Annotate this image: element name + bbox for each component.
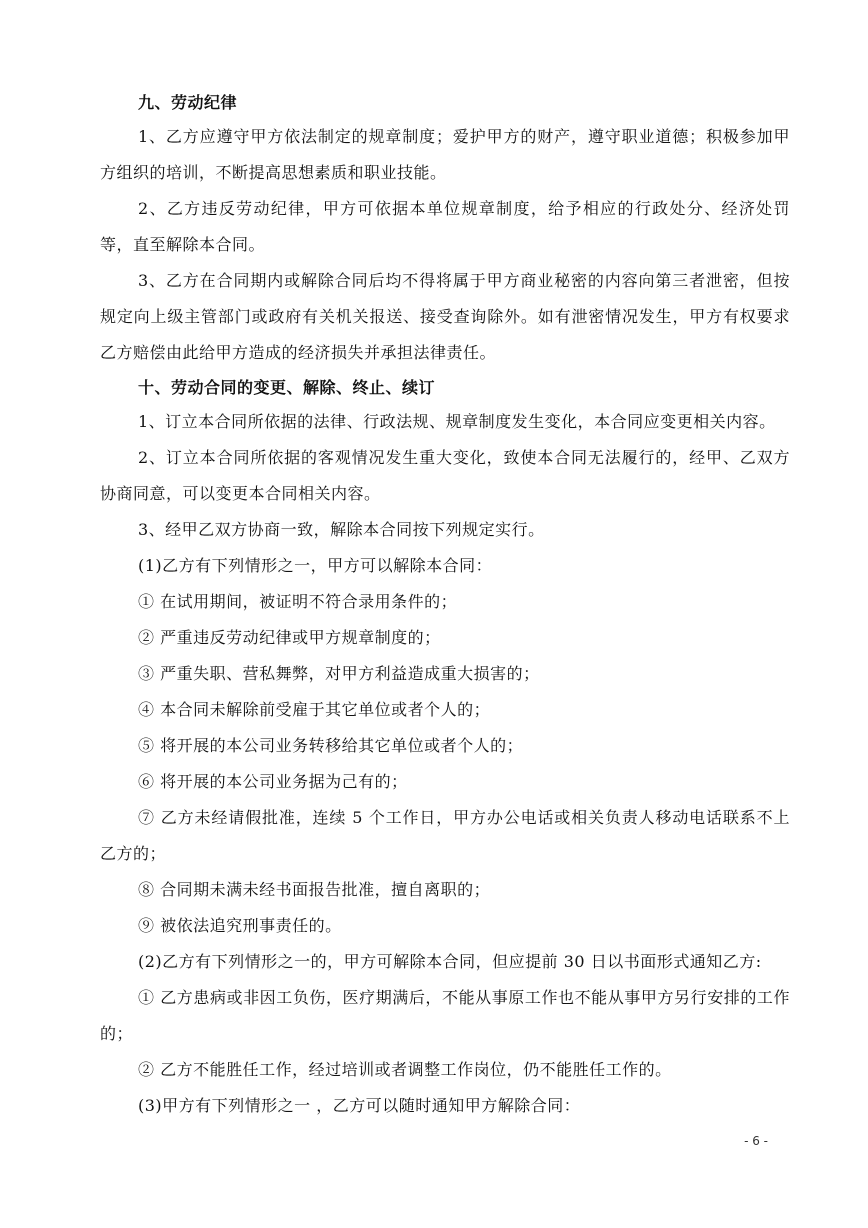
clause-1-item-6: ⑥ 将开展的本公司业务据为己有的；	[138, 772, 408, 791]
section-9-item-1: 1、乙方应遵守甲方依法制定的规章制度；爱护甲方的财产，遵守职业道德；积极参加甲方组织的培训，不断提高思想素质和职业技能。	[100, 127, 790, 182]
clause-1-item-5: ⑤ 将开展的本公司业务转移给其它单位或者个人的；	[138, 736, 524, 755]
section-9-item-2: 2、乙方违反劳动纪律，甲方可依据本单位规章制度，给予相应的行政处分、经济处罚等，直至解除本合同。	[100, 199, 790, 254]
clause-1-item-9: ⑨ 被依法追究刑事责任的。	[138, 916, 342, 935]
page-number: - 6 -	[744, 1134, 768, 1148]
section-10-item-3: 3、经甲乙双方协商一致，解除本合同按下列规定实行。	[138, 520, 545, 539]
clause-2-item-2: ② 乙方不能胜任工作，经过培训或者调整工作岗位，仍不能胜任工作的。	[138, 1060, 672, 1079]
section-9-item-3: 3、乙方在合同期内或解除合同后均不得将属于甲方商业秘密的内容向第三者泄密，但按规定向上级主管部门或政府有关机关报送、接受查询除外。如有泄密情况发生，甲方有权要求乙方赔偿由此给甲方造成的经济损失并承担法律责任。	[100, 271, 790, 362]
clause-2-item-1: ① 乙方患病或非因工负伤，医疗期满后，不能从事原工作也不能从事甲方另行安排的工作的；	[100, 988, 790, 1043]
clause-1-item-4: ④ 本合同未解除前受雇于其它单位或者个人的；	[138, 700, 491, 719]
document-page	[100, 86, 790, 1124]
clause-1-item-1: ① 在试用期间，被证明不符合录用条件的；	[138, 592, 458, 611]
clause-3-intro: (3)甲方有下列情形之一 ，乙方可以随时通知甲方解除合同：	[138, 1096, 581, 1115]
clause-1-item-7: ⑦ 乙方未经请假批准，连续 5 个工作日，甲方办公电话或相关负责人移动电话联系不上乙方的；	[100, 808, 790, 863]
section-10-heading: 十、劳动合同的变更、解除、终止、续订	[138, 377, 436, 397]
clause-1-item-2: ② 严重违反劳动纪律或甲方规章制度的；	[138, 628, 441, 647]
clause-1-item-8: ⑧ 合同期未满未经书面报告批准，擅自离职的；	[138, 880, 491, 899]
section-10-item-1: 1、订立本合同所依据的法律、行政法规、规章制度发生变化，本合同应变更相关内容。	[138, 412, 776, 431]
section-10-item-2: 2、订立本合同所依据的客观情况发生重大变化，致使本合同无法履行的，经甲、乙双方协商同意，可以变更本合同相关内容。	[100, 448, 790, 503]
clause-1-intro: (1)乙方有下列情形之一，甲方可以解除本合同：	[138, 556, 493, 575]
section-9-heading: 九、劳动纪律	[138, 92, 238, 112]
clause-2-intro: (2)乙方有下列情形之一的，甲方可解除本合同，但应提前 30 日以书面形式通知乙方:	[138, 952, 762, 971]
clause-1-item-3: ③ 严重失职、营私舞弊，对甲方利益造成重大损害的；	[138, 664, 540, 683]
